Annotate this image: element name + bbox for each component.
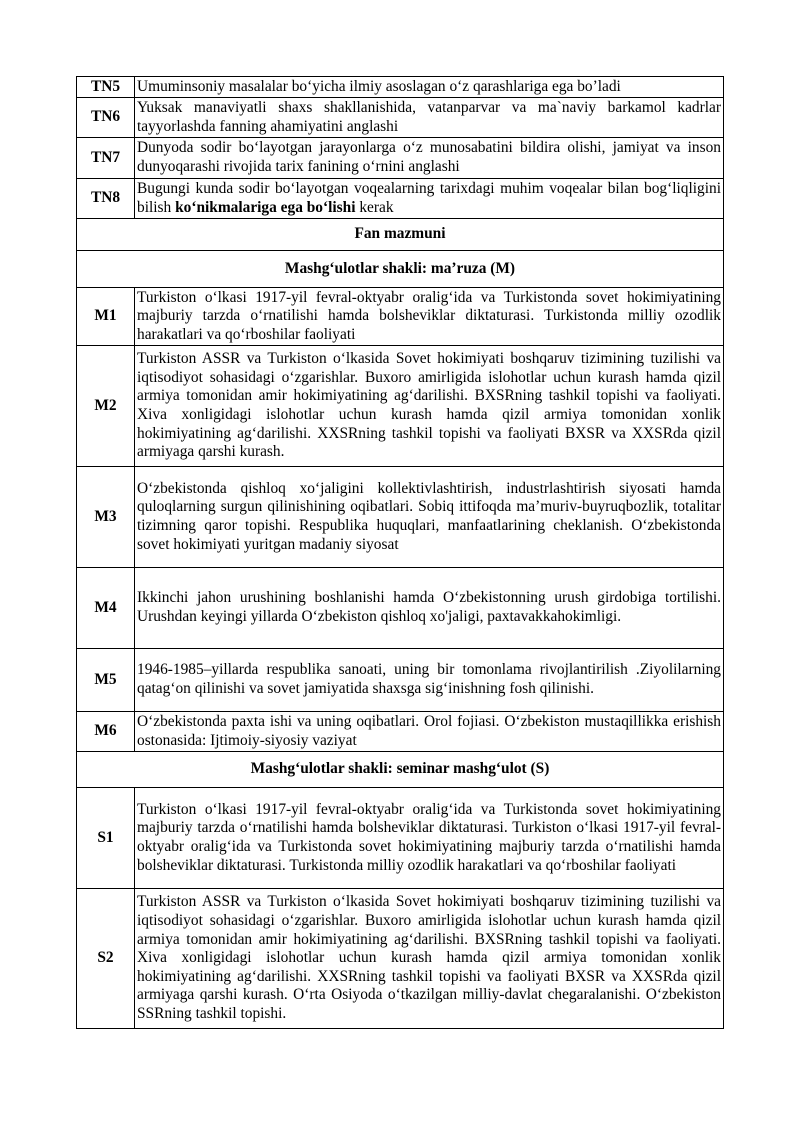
lecture-text: Ikkinchi jahon urushining boshlanishi hamda O‘zbekistonning urush girdobiga tortilishi. Urushdan keyingi yillarda O‘zbekiston qishloq xo'jaligi, paxtavakkahokimligi. [135,568,724,649]
content-heading: Fan mazmuni [77,219,724,251]
goal-row [77,98,724,138]
lecture-code: M6 [77,712,135,752]
seminar-code: S1 [77,788,135,889]
goal-code: TN6 [77,98,135,138]
lecture-text: Turkiston ASSR va Turkiston o‘lkasida Sovet hokimiyati boshqaruv tizimining tuzilishi va iqtisodiyot sohasidagi o‘zgarishlar. Buxoro amirligida islohotlar uchun kurash hamda qizil armiya tomonidan amir hokimiyatining ag‘darilishi. BXSRning tashkil topishi va faoliyati. Xiva xonligidagi islohotlar uchun kurash hamda qizil armiya tomonidan xonlik hokimiyatining ag‘darilishi. XXSRning tashkil topishi va faoliyati BXSR va XXSRda qizil armiyaga qarshi kurash. [135,346,724,467]
lecture-text: Turkiston o‘lkasi 1917-yil fevral-oktyabr oralig‘ida va Turkistonda sovet hokimiyatining majburiy tarzda o‘rnatilishi hamda bolsheviklar diktaturasi. Turkistonda milliy ozodlik harakatlari va qo‘rboshilar faoliyati [135,288,724,346]
lecture-code: M3 [77,467,135,568]
lecture-code: M2 [77,346,135,467]
lecture-text: O‘zbekistonda paxta ishi va uning oqibatlari. Orol fojiasi. O‘zbekiston mustaqillikka erishish ostonasida: Ijtimoiy-siyosiy vaziyat [135,712,724,752]
lecture-row [77,649,724,712]
section-heading-row [77,752,724,788]
lecture-code: M4 [77,568,135,649]
seminar-row [77,889,724,1029]
section-heading-row [77,251,724,288]
goal-code: TN5 [77,77,135,98]
goal-text-bold: ko‘nikmalariga ega bo‘lishi [175,198,356,216]
seminar-text: Turkiston ASSR va Turkiston o‘lkasida Sovet hokimiyati boshqaruv tizimining tuzilishi va iqtisodiyot sohasidagi o‘zgarishlar. Buxoro amirligida islohotlar uchun kurash hamda qizil armiya tomonidan amir hokimiyatining ag‘darilishi. BXSRning tashkil topishi va faoliyati. Xiva xonligidagi islohotlar uchun kurash hamda qizil armiya tomonidan xonlik hokimiyatining ag‘darilishi. XXSRning tashkil topishi va faoliyati BXSR va XXSRda qizil armiyaga qarshi kurash. O‘rta Osiyoda o‘tkazilgan milliy-davlat chegaralanishi. O‘zbekiston SSRning tashkil topishi. [135,889,724,1029]
section-heading-row [77,219,724,251]
seminar-code: S2 [77,889,135,1029]
lecture-row [77,288,724,346]
lecture-row [77,467,724,568]
goal-row [77,179,724,219]
goal-text [135,179,724,219]
syllabus-table [76,76,724,1029]
goal-row [77,77,724,98]
lecture-row [77,568,724,649]
lecture-row [77,346,724,467]
goal-text-part: Bugungi kunda sodir bo‘layotgan voqealarning tarixdagi muhim voqealar bilan bog‘liqligini bilish [137,179,721,216]
seminar-row [77,788,724,889]
seminar-text: Turkiston o‘lkasi 1917-yil fevral-oktyabr oralig‘ida va Turkistonda sovet hokimiyatining majburiy tarzda o‘rnatilishi hamda bolsheviklar diktaturasi. Turkiston o‘lkasi 1917-yil fevral-oktyabr oralig‘ida va Turkistonda sovet hokimiyatining majburiy tarzda o‘rnatilishi hamda bolsheviklar diktaturasi. Turkistonda milliy ozodlik harakatlari va qo‘rboshilar faoliyati [135,788,724,889]
goal-code: TN7 [77,138,135,179]
goal-row [77,138,724,179]
goal-text: Yuksak manaviyatli shaxs shakllanishida, vatanparvar va ma`naviy barkamol kadrlar tayyorlashda fanning ahamiyatini anglashi [135,98,724,138]
goal-code: TN8 [77,179,135,219]
seminar-heading: Mashg‘ulotlar shakli: seminar mashg‘ulot (S) [77,752,724,788]
lecture-text: 1946-1985–yillarda respublika sanoati, uning bir tomonlama rivojlantirilish .Ziyolilarning qatag‘on qilinishi va sovet jamiyatida shaxsga sig‘inishning fosh qilinishi. [135,649,724,712]
lecture-heading: Mashg‘ulotlar shakli: ma’ruza (M) [77,251,724,288]
lecture-code: M1 [77,288,135,346]
goal-text: Umuminsoniy masalalar bo‘yicha ilmiy asoslagan o‘z qarashlariga ega bo’ladi [135,77,724,98]
lecture-text: O‘zbekistonda qishloq xo‘jaligini kollektivlashtirish, industrlashtirish siyosati hamda quloqlarning surgun qilinishining oqibatlari. Sobiq ittifoqda ma’muriv-buyruqbozlik, totalitar tizimning qaror topishi. Respublika huquqlari, manfaatlarining cheklanish. O‘zbekistonda sovet hokimiyati yuritgan madaniy siyosat [135,467,724,568]
goal-text: Dunyoda sodir bo‘layotgan jarayonlarga o‘z munosabatini bildira olishi, jamiyat va inson dunyoqarashi rivojida tarix fanining o‘rnini anglashi [135,138,724,179]
goal-text-part: kerak [355,198,394,216]
lecture-row [77,712,724,752]
lecture-code: M5 [77,649,135,712]
